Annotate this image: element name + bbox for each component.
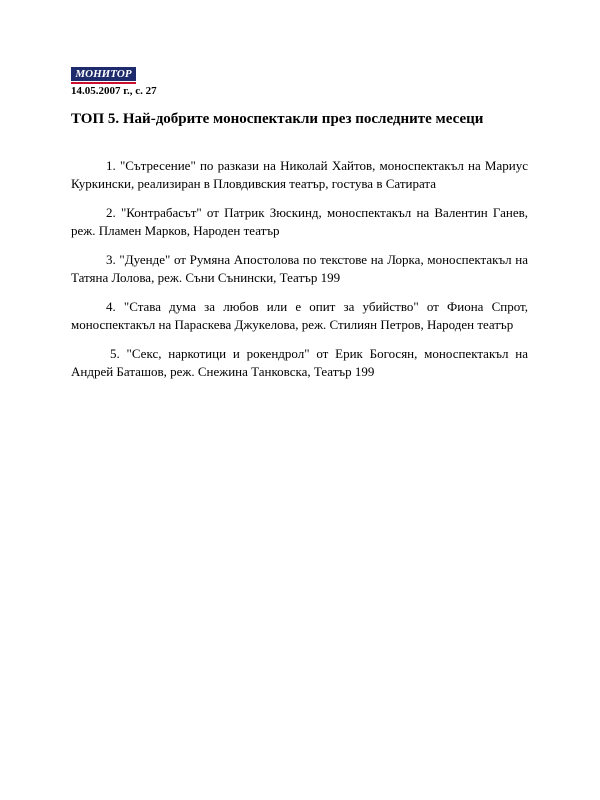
publication-dateline: 14.05.2007 г., с. 27 bbox=[71, 85, 157, 97]
logo-wordmark: МОНИТОР bbox=[71, 67, 136, 81]
article-title: ТОП 5. Най-добрите моноспектакли през последните месеци bbox=[71, 111, 484, 127]
list-item: 2. "Контрабасът" от Патрик Зюскинд, моноспектакъл на Валентин Ганев, реж. Пламен Марков, Народен театър bbox=[71, 205, 528, 238]
list-item: 3. "Дуенде" от Румяна Апостолова по текстове на Лорка, моноспектакъл на Татяна Лолова, реж. Съни Сънински, Театър 199 bbox=[71, 252, 528, 285]
publication-logo bbox=[71, 67, 136, 84]
list-item: 1. "Сътресение" по разкази на Николай Хайтов, моноспектакъл на Мариус Куркински, реализиран в Пловдивския театър, гостува в Сатирата bbox=[71, 158, 528, 191]
list-item: 4. "Става дума за любов или е опит за убийство" от Фиона Спрот, моноспектакъл на Параскева Джукелова, реж. Стилиян Петров, Народен театър bbox=[71, 299, 528, 332]
list-item: 5. "Секс, наркотици и рокендрол" от Ерик Богосян, моноспектакъл на Андрей Баташов, реж. Снежина Танковска, Театър 199 bbox=[71, 346, 528, 379]
ranked-list bbox=[71, 157, 528, 392]
